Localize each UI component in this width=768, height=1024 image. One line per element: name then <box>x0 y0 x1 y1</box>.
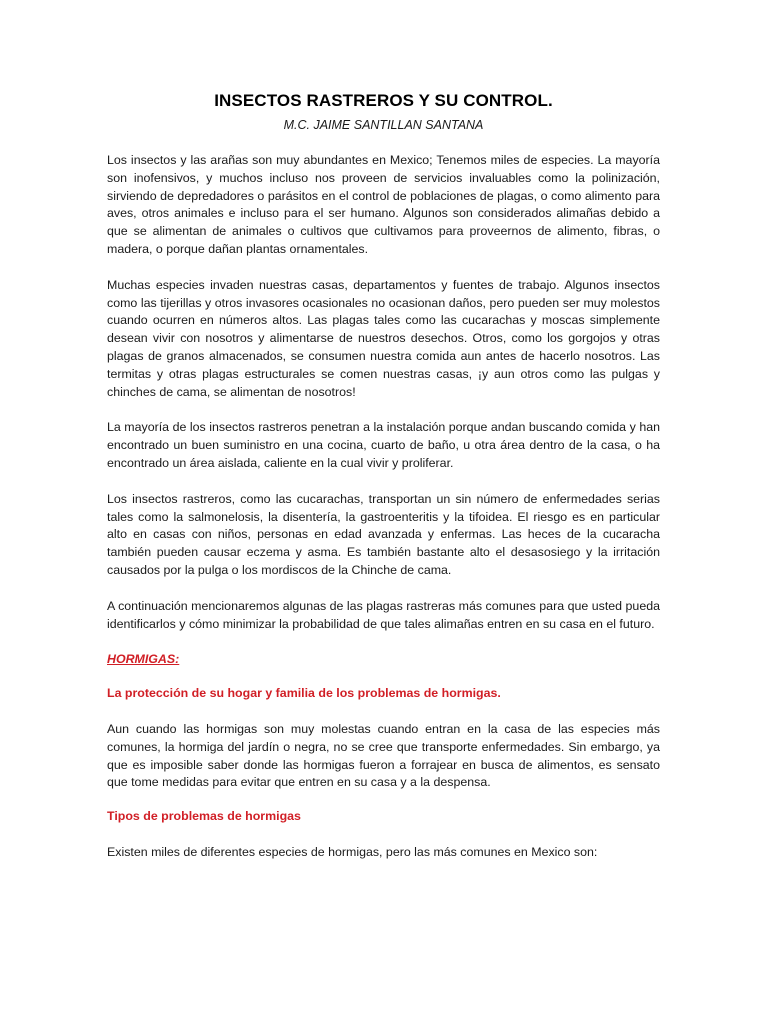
paragraph-hormigas: Aun cuando las hormigas son muy molestas cuando entran en la casa de las especies más comunes, la hormiga del jardín o negra, no se cree que transporte enfermedades. Sin embargo, ya que es imposible saber donde las hormigas fueron a forrajear en busca de alimentos, es sensato que tome medidas para evitar que entren en su casa y a la despensa. <box>107 721 660 790</box>
section-heading-hormigas <box>107 651 660 669</box>
paragraph-tipos: Existen miles de diferentes especies de hormigas, pero las más comunes en Mexico son: <box>107 844 598 859</box>
section-heading-hormigas-text: HORMIGAS: <box>107 652 180 667</box>
subheading-tipos: Tipos de problemas de hormigas <box>107 809 301 824</box>
paragraph-diseases: Los insectos rastreros, como las cucarachas, transportan un sin número de enfermedades serias tales como la salmonelosis, la disentería, la gastroenteritis y la tifoidea. El riesgo es en particular alto en casas con niños, personas en edad avanzada y enfermas. Las heces de la cucaracha también pueden causar eczema y asma. Es también bastante alto el desasosiego y la irritación causados por la pulga o los mordiscos de la Chinche de cama. <box>107 491 660 577</box>
paragraph-penetration: La mayoría de los insectos rastreros penetran a la instalación porque andan buscando comida y han encontrado un buen suministro en una cocina, cuarto de baño, u otra área dentro de la casa, o ha encontrado un área aislada, caliente en la cual vivir y proliferar. <box>107 420 660 470</box>
paragraph-intro: Los insectos y las arañas son muy abundantes en Mexico; Tenemos miles de especies. La mayoría son inofensivos, y muchos incluso nos proveen de servicios invaluables como la polinización, sirviendo de depredadores o parásitos en el control de poblaciones de plagas, o como alimento para aves, otros animales e incluso para el ser humano. Algunos son considerados alimañas debido a que se alimentan de animales o cultivos que cultivamos para proveernos de alimento, fibras, o madera, o porque dañan plantas ornamentales. <box>107 153 660 256</box>
document-author: M.C. JAIME SANTILLAN SANTANA <box>283 118 484 132</box>
paragraph-invasion: Muchas especies invaden nuestras casas, departamentos y fuentes de trabajo. Algunos insectos como las tijerillas y otros invasores ocasionales no ocasionan daños, pero pueden ser muy molestos cuando ocurren en números altos. Las plagas tales como las cucarachas y moscas simplemente desean vivir con nosotros y alimentarse de nuestros desechos. Otros, como los gorgojos y otras plagas de granos almacenados, se consumen nuestra comida aun antes de hacerlo nosotros. Las termitas y otras plagas estructurales se comen nuestras casas, ¡y aun otros como las pulgas y chinches de cama, se alimentan de nosotros! <box>107 277 660 399</box>
subheading-proteccion: La protección de su hogar y familia de los problemas de hormigas. <box>107 686 501 701</box>
paragraph-continuation: A continuación mencionaremos algunas de las plagas rastreras más comunes para que usted pueda identificarlos y cómo minimizar la probabilidad de que tales alimañas entren en su casa en el futuro. <box>107 598 660 631</box>
document-content <box>107 90 660 862</box>
document-title: INSECTOS RASTREROS Y SU CONTROL. <box>214 91 553 110</box>
